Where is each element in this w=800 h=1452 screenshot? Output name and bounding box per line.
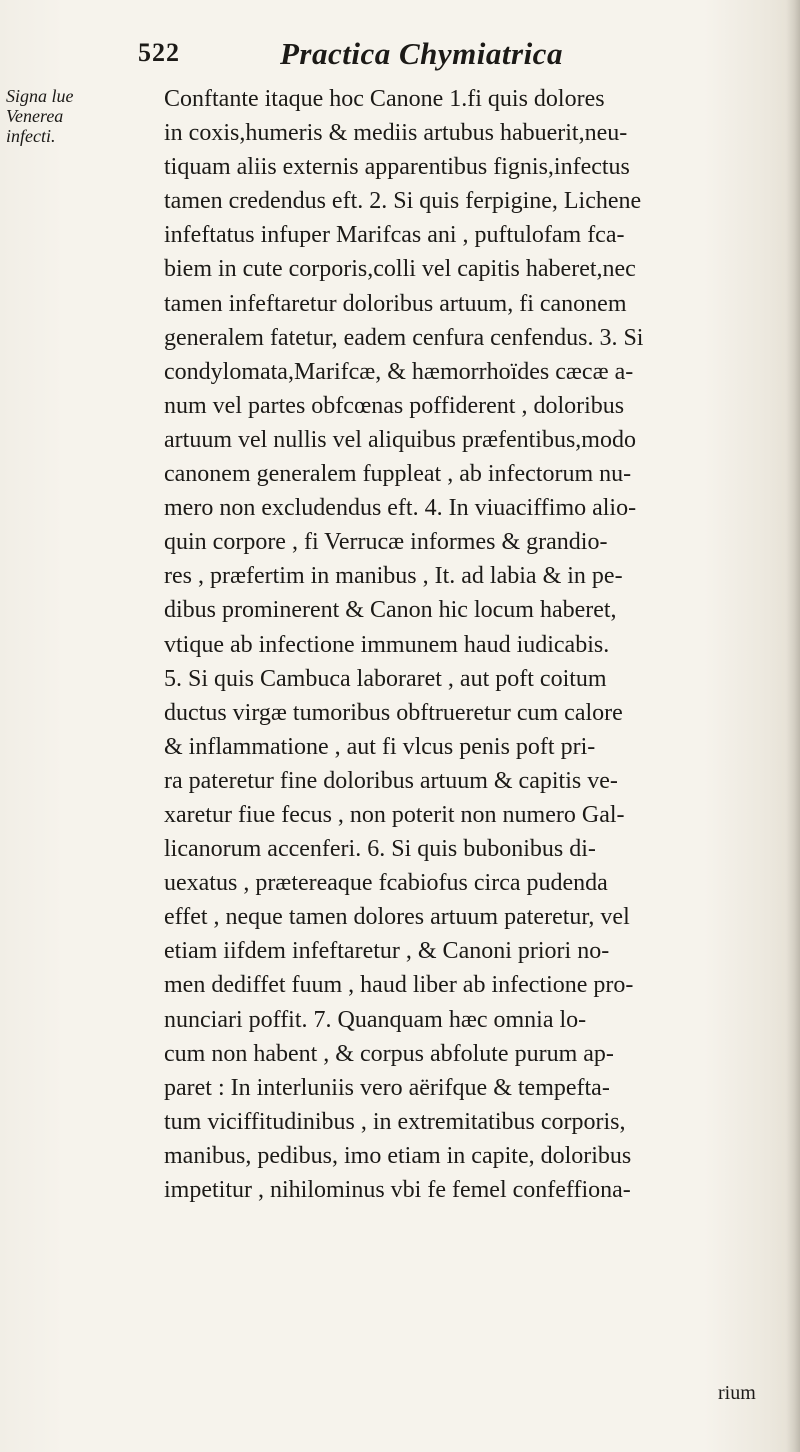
- text-line: tiquam aliis externis apparentibus fignis,infectus: [164, 154, 630, 181]
- running-title: Practica Chymiatrica: [280, 36, 563, 71]
- text-line: generalem fatetur, eadem cenfura cenfendus. 3. Si: [164, 324, 644, 351]
- text-line: tamen credendus eft. 2. Si quis ferpigine, Lichene: [164, 188, 642, 215]
- text-line: effet , neque tamen dolores artuum pateretur, vel: [164, 904, 630, 931]
- text-line: infeftatus infuper Marifcas ani , puftulofam fca-: [164, 222, 625, 249]
- text-line: etiam iifdem infeftaretur , & Canoni priori no-: [164, 938, 610, 965]
- text-line: impetitur , nihilominus vbi fe femel confeffiona-: [164, 1177, 631, 1203]
- text-line: nunciari poffit. 7. Quanquam hæc omnia lo-: [164, 1006, 587, 1033]
- text-line: uexatus , prætereaque fcabiofus circa pudenda: [164, 870, 608, 897]
- text-line: & inflammatione , aut fi vlcus penis poft pri-: [164, 733, 596, 760]
- text-line: vtique ab infectione immunem haud iudicabis.: [164, 631, 610, 658]
- text-line: xaretur fiue fecus , non poterit non numero Gal-: [164, 801, 625, 828]
- text-line: Conftante itaque hoc Canone 1.fi quis dolores: [164, 86, 605, 112]
- text-line: artuum vel nullis vel aliquibus præfentibus,modo: [164, 426, 636, 453]
- marginal-note: [6, 86, 110, 146]
- text-line: tum viciffitudinibus , in extremitatibus corporis,: [164, 1108, 626, 1135]
- text-line: manibus, pedibus, imo etiam in capite, doloribus: [164, 1142, 632, 1169]
- text-line: mero non excludendus eft. 4. In viuaciffimo alio-: [164, 495, 637, 522]
- text-line: tamen infeftaretur doloribus artuum, fi canonem: [164, 290, 627, 317]
- text-line: dibus prominerent & Canon hic locum haberet,: [164, 597, 617, 624]
- text-line: cum non habent , & corpus abfolute purum ap-: [164, 1040, 614, 1067]
- page-edge-shadow: [786, 0, 800, 1452]
- text-line: in coxis,humeris & mediis artubus habuerit,neu-: [164, 120, 628, 147]
- text-line: ra pateretur fine doloribus artuum & capitis ve-: [164, 767, 618, 794]
- page-number: 522: [138, 38, 180, 67]
- text-line: men dediffet fuum , haud liber ab infectione pro-: [164, 972, 634, 999]
- text-line: licanorum accenferi. 6. Si quis bubonibus di-: [164, 836, 596, 863]
- text-line: res , præfertim in manibus , It. ad labia & in pe-: [164, 563, 623, 590]
- marginal-note-line: Venerea: [6, 106, 64, 126]
- text-line: biem in cute corporis,colli vel capitis haberet,nec: [164, 256, 636, 283]
- body-text: [164, 82, 764, 1207]
- marginal-note-line: Signa lue: [6, 86, 74, 106]
- marginal-note-line: infecti.: [6, 126, 56, 146]
- text-line: quin corpore , fi Verrucæ informes & grandio-: [164, 529, 608, 556]
- text-line: canonem generalem fuppleat , ab infectorum nu-: [164, 461, 632, 488]
- text-line: 5. Si quis Cambuca laboraret , aut poft coitum: [164, 665, 607, 692]
- running-head: [138, 38, 678, 82]
- text-line: paret : In interluniis vero aërifque & tempefta-: [164, 1074, 610, 1101]
- text-line: condylomata,Marifcæ, & hæmorrhoïdes cæcæ a-: [164, 358, 634, 385]
- catchword: rium: [718, 1382, 756, 1404]
- text-line: ductus virgæ tumoribus obftrueretur cum calore: [164, 699, 623, 726]
- text-line: num vel partes obfcœnas poffiderent , doloribus: [164, 392, 625, 419]
